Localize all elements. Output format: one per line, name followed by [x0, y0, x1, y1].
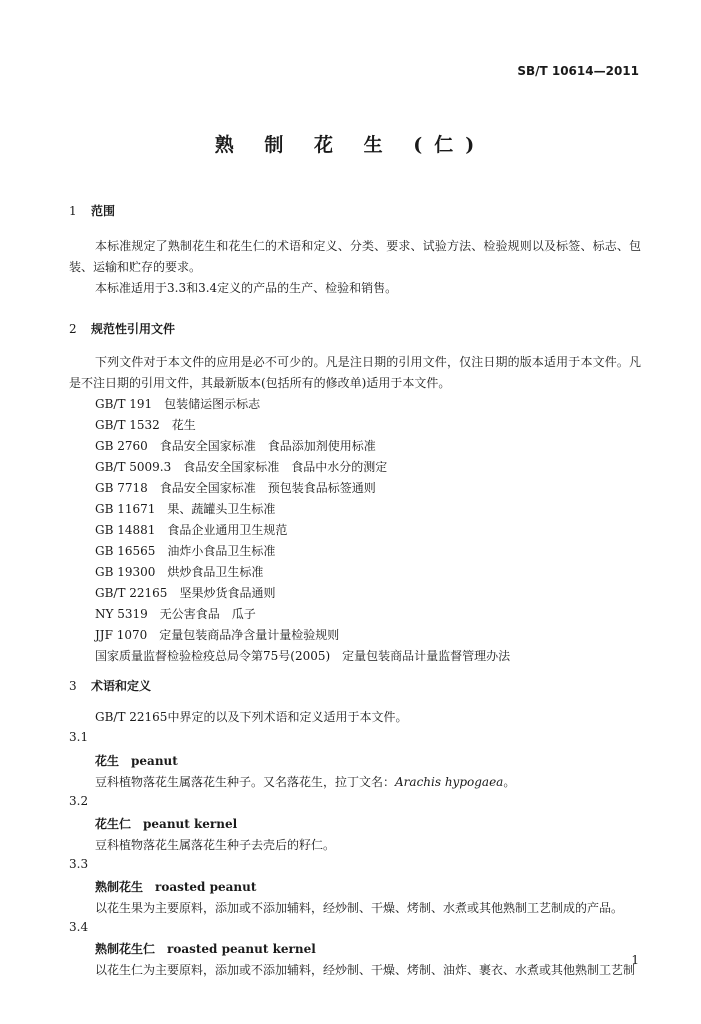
- term-heading: [95, 815, 237, 832]
- reference-item: GB/T 5009.3 食品安全国家标准 食品中水分的测定: [95, 460, 388, 474]
- section-title: 规范性引用文件: [91, 322, 176, 336]
- page-number: 1: [631, 953, 639, 967]
- term-number: 3.2: [69, 794, 89, 808]
- definition-text: 豆科植物落花生属落花生种子。又名落花生，拉丁文名：: [95, 775, 396, 789]
- term-heading: [95, 940, 316, 957]
- section-number: 2: [69, 322, 77, 336]
- section-title: 范围: [91, 204, 116, 218]
- term-heading: [95, 878, 256, 895]
- term-definition: 豆科植物落花生属落花生种子去壳后的籽仁。: [95, 838, 336, 852]
- reference-item: JJF 1070 定量包装商品净含量计量检验规则: [95, 628, 340, 642]
- references-intro: 下列文件对于本文件的应用是必不可少的。凡是注日期的引用文件，仅注日期的版本适用于本文件。凡是不注日期的引用文件，其最新版本(包括所有的修改单)适用于本文件。: [69, 355, 641, 390]
- section-3-heading: [69, 677, 151, 694]
- section-number: 1: [69, 204, 77, 218]
- term-english: roasted peanut kernel: [167, 942, 316, 956]
- reference-item: GB 2760 食品安全国家标准 食品添加剂使用标准: [95, 439, 376, 453]
- term-chinese: 熟制花生: [95, 880, 144, 894]
- term-chinese: 花生仁: [95, 817, 132, 831]
- term-chinese: 熟制花生仁: [95, 942, 156, 956]
- reference-item: GB 7718 食品安全国家标准 预包装食品标签通则: [95, 481, 376, 495]
- term-english: roasted peanut: [155, 880, 257, 894]
- reference-item: GB 19300 烘炒食品卫生标准: [95, 565, 264, 579]
- term-number: 3.3: [69, 857, 89, 871]
- section-number: 3: [69, 679, 77, 693]
- term-number: 3.4: [69, 920, 89, 934]
- terms-intro: GB/T 22165中界定的以及下列术语和定义适用于本文件。: [95, 710, 408, 724]
- document-title: 熟 制 花 生 (仁): [214, 134, 487, 156]
- scope-paragraph-1: 本标准规定了熟制花生和花生仁的术语和定义、分类、要求、试验方法、检验规则以及标签、标志、包装、运输和贮存的要求。: [69, 239, 641, 274]
- reference-item: GB 16565 油炸小食品卫生标准: [95, 544, 276, 558]
- standard-code: SB/T 10614—2011: [517, 64, 639, 78]
- reference-item: NY 5319 无公害食品 瓜子: [95, 607, 256, 621]
- definition-end: 。: [503, 775, 516, 789]
- reference-item: GB/T 22165 坚果炒货食品通则: [95, 586, 276, 600]
- term-definition: 以花生仁为主要原料，添加或不添加辅料，经炒制、干燥、烤制、油炸、裹衣、水煮或其他熟制工艺制: [95, 963, 636, 977]
- reference-item: GB 11671 果、蔬罐头卫生标准: [95, 502, 276, 516]
- reference-item: 国家质量监督检验检疫总局令第75号(2005) 定量包装商品计量监督管理办法: [95, 649, 511, 663]
- scope-paragraph-2: 本标准适用于3.3和3.4定义的产品的生产、检验和销售。: [95, 281, 398, 295]
- term-english: peanut kernel: [143, 817, 238, 831]
- term-definition: 以花生果为主要原料，添加或不添加辅料，经炒制、干燥、烤制、水煮或其他熟制工艺制成的产品。: [95, 901, 624, 915]
- section-2-heading: [69, 320, 175, 337]
- latin-name: Arachis hypogaea: [395, 775, 504, 789]
- section-1-heading: [69, 202, 115, 219]
- term-definition: [95, 773, 515, 790]
- term-english: peanut: [131, 754, 178, 768]
- section-title: 术语和定义: [91, 679, 152, 693]
- term-number: 3.1: [69, 730, 89, 744]
- term-chinese: 花生: [95, 754, 120, 768]
- term-heading: [95, 752, 178, 769]
- reference-item: GB/T 1532 花生: [95, 418, 196, 432]
- reference-item: GB 14881 食品企业通用卫生规范: [95, 523, 288, 537]
- reference-item: GB/T 191 包装储运图示标志: [95, 397, 261, 411]
